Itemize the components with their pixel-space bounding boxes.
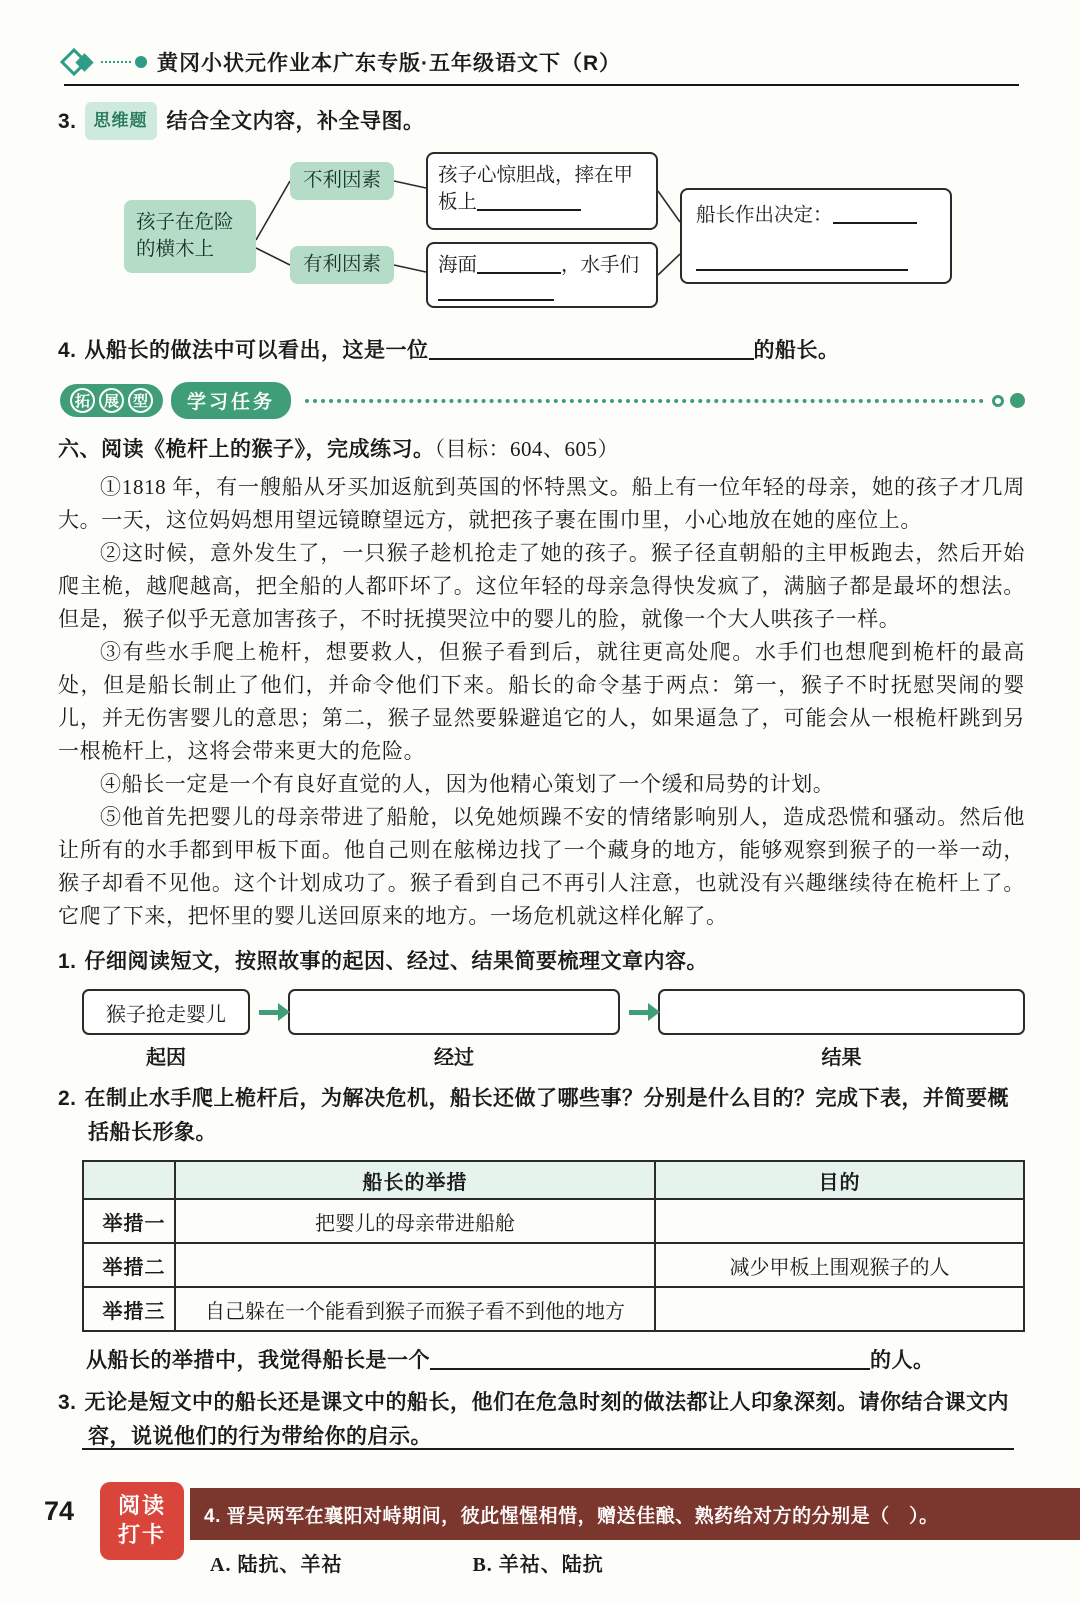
mind-map <box>58 152 1025 318</box>
blank-line <box>429 340 754 360</box>
thinking-question-badge: 思维题 <box>85 102 157 140</box>
table-row <box>83 1199 1024 1243</box>
positive-detail-mid: ，水手们 <box>561 255 640 276</box>
table-row <box>83 1287 1024 1331</box>
question-text: 无论是短文中的船长还是课文中的船长，他们在危急时刻的做法都让人印象深刻。请你结合课文内容，说说他们的行为带给你的启示。 <box>84 1391 1010 1448</box>
mindmap-root-box: 孩子在危险的横木上 <box>124 200 256 273</box>
story-flowchart <box>82 989 1025 1035</box>
reading-passage <box>58 471 1025 933</box>
page-header <box>58 0 1025 78</box>
positive-detail-box <box>426 242 658 308</box>
question-number: 3. <box>58 1391 77 1414</box>
question-number: 4. <box>58 339 77 362</box>
question-number: 3. <box>58 110 77 133</box>
page-number: 74 <box>44 1496 75 1526</box>
summary-post: 的人。 <box>870 1349 935 1372</box>
expansion-type-tag <box>60 384 163 417</box>
ring-icon <box>992 395 1004 407</box>
option-a: A. 陆抗、羊祜 <box>210 1554 343 1576</box>
row-label: 举措二 <box>83 1243 175 1287</box>
blank-line <box>438 283 554 302</box>
question-3-bottom <box>58 1386 1025 1454</box>
question-pre: 从船长的做法中可以看出，这是一位 <box>84 339 429 362</box>
captain-summary-line <box>86 1344 1025 1374</box>
measure-cell <box>175 1243 655 1287</box>
factor-positive-box: 有利因素 <box>290 246 394 284</box>
passage-paragraph: ④船长一定是一个有良好直觉的人，因为他精心策划了一个缓和局势的计划。 <box>100 772 835 796</box>
header-dash-divider <box>101 61 131 63</box>
arrow-right-icon <box>629 1010 649 1015</box>
empty-header-cell <box>83 1161 175 1199</box>
measure-cell: 把婴儿的母亲带进船舱 <box>175 1199 655 1243</box>
footer-question: 4. 晋吴两军在襄阳对峙期间，彼此惺惺相惜，赠送佳酿、熟药给对方的分别是（ ）。 <box>204 1505 939 1527</box>
flowchart-labels <box>82 1041 1025 1070</box>
passage-paragraph: ②这时候，意外发生了，一只猴子趁机抢走了她的孩子。猴子径直朝船的主甲板跑去，然后开始爬主桅，越爬越高，把全船的人都吓坏了。这位年轻的母亲急得快发疯了，满脑子都是最坏的想法。但是，猴子似乎无意加害孩子，不时抚摸哭泣中的婴儿的脸，就像一个大人哄孩子一样。 <box>58 541 1025 631</box>
negative-detail-box <box>426 152 658 230</box>
tag-char: 展 <box>99 388 124 413</box>
blank-line <box>833 205 917 224</box>
question-4 <box>58 334 1025 368</box>
row-label: 举措一 <box>83 1199 175 1243</box>
question-text: 结合全文内容，补全导图。 <box>166 110 425 133</box>
positive-detail-pre: 海面 <box>438 255 478 276</box>
question-text: 仔细阅读短文，按照故事的起因、经过、结果简要梳理文章内容。 <box>84 950 709 973</box>
passage-paragraph: ⑤他首先把婴儿的母亲带进了船舱，以免她烦躁不安的情绪影响别人，造成恐慌和骚动。然后他让所有的水手都到甲板下面。他自己则在舷梯边找了一个藏身的地方，能够观察到猴子的一举一动，猴子却看不见他。这个计划成功了。猴子看到自己不再引人注意，也就没有兴趣继续待在桅杆上了。它爬了下来，把怀里的婴儿送回原来的地方。一场危机就这样化解了。 <box>58 805 1025 928</box>
factor-negative-box: 不利因素 <box>290 162 394 200</box>
cause-box: 猴子抢走婴儿 <box>82 989 250 1035</box>
reading-checkin-badge <box>100 1482 184 1560</box>
reading-title-main: 六、阅读《桅杆上的猴子》，完成练习。 <box>58 438 435 461</box>
question-text: 在制止水手爬上桅杆后，为解决危机，船长还做了哪些事？分别是什么目的？完成下表，并简要概括船长形象。 <box>84 1087 1010 1144</box>
question-number: 1. <box>58 950 77 973</box>
tag-char: 拓 <box>70 388 95 413</box>
reading-section-title <box>58 433 1025 463</box>
question-2 <box>58 1082 1025 1150</box>
bottom-rule <box>82 1448 1014 1450</box>
decision-box <box>680 188 952 284</box>
learning-task-tag: 学习任务 <box>171 382 291 419</box>
header-rule <box>64 84 1019 86</box>
question-1 <box>58 945 1025 979</box>
passage-paragraph: ③有些水手爬上桅杆，想要救人，但猴子看到后，就往更高处爬。水手们也想爬到桅杆的最高处，但是船长制止了他们，并命令他们下来。船长的命令基于两点：第一，猴子不时抚慰哭闹的婴儿，并无伤害婴儿的意思；第二，猴子显然要躲避追它的人，如果逼急了，可能会从一根桅杆跳到另一根桅杆上，这将会带来更大的危险。 <box>58 640 1025 763</box>
purpose-cell <box>655 1199 1024 1243</box>
option-b: B. 羊祜、陆抗 <box>472 1554 604 1576</box>
blank-line <box>696 253 908 272</box>
decision-label: 船长作出决定： <box>696 205 833 226</box>
purpose-cell: 减少甲板上围观猴子的人 <box>655 1243 1024 1287</box>
tag-char: 型 <box>128 388 153 413</box>
blank-line <box>430 1350 870 1370</box>
purpose-cell <box>655 1287 1024 1331</box>
footer-options <box>210 1548 604 1577</box>
arrow-right-icon <box>259 1010 279 1015</box>
column-purpose: 目的 <box>655 1161 1024 1199</box>
reading-goal: （目标：604、605） <box>434 437 619 461</box>
question-number: 2. <box>58 1087 77 1110</box>
badge-line: 打卡 <box>117 1522 166 1547</box>
question-3 <box>58 102 1025 140</box>
column-measure: 船长的举措 <box>175 1161 655 1199</box>
footer-band <box>190 1488 1080 1540</box>
header-dot-icon <box>135 56 147 68</box>
table-header-row <box>83 1161 1024 1199</box>
blank-line <box>477 193 581 212</box>
question-post: 的船长。 <box>753 339 840 362</box>
section-banner <box>58 382 1025 419</box>
process-box <box>288 989 620 1035</box>
result-box <box>658 989 1025 1035</box>
negative-detail-text: 孩子心惊胆战，摔在甲板上 <box>438 165 634 214</box>
passage-paragraph: ①1818 年，有一艘船从牙买加返航到英国的怀特黑文。船上有一位年轻的母亲，她的孩子才几周大。一天，这位妈妈想用望远镜瞭望远方，就把孩子裹在围巾里，小心地放在她的座位上。 <box>58 475 1025 532</box>
badge-line: 阅读 <box>117 1493 166 1519</box>
measure-cell: 自己躲在一个能看到猴子而猴子看不到他的地方 <box>175 1287 655 1331</box>
label-cause: 起因 <box>146 1047 186 1069</box>
summary-pre: 从船长的举措中，我觉得船长是一个 <box>86 1349 430 1372</box>
label-process: 经过 <box>434 1047 474 1069</box>
blank-line <box>477 255 561 274</box>
measures-table <box>82 1160 1025 1332</box>
page-header-title: 黄冈小状元作业本广东专版·五年级语文下（R） <box>157 52 622 75</box>
dot-icon <box>1010 393 1025 408</box>
dotted-divider <box>305 399 984 403</box>
table-row <box>83 1243 1024 1287</box>
label-result: 结果 <box>821 1047 862 1069</box>
row-label: 举措三 <box>83 1287 175 1331</box>
